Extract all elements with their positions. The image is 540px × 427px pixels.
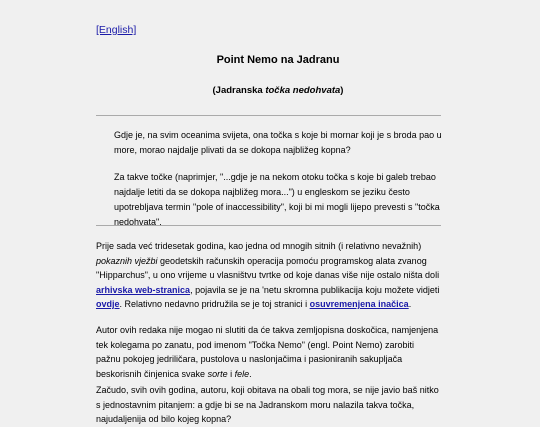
here-link[interactable]: ovdje [96, 299, 120, 309]
updated-version-link[interactable]: osuvremenjena inačica [309, 299, 409, 309]
language-switch [96, 24, 136, 36]
paragraph-author [96, 323, 441, 381]
subtitle-italic: točka nedohvata [265, 85, 341, 96]
divider-bottom [96, 225, 441, 226]
para1-text-1: Prije sada već tridesetak godina, kao jedna od mnogih sitnih (i relativno nevažnih) [96, 241, 422, 251]
para1-text-4: . Relativno nedavno pridružila se je toj stranici i [119, 299, 310, 309]
intro-definition: Za takve točke (naprimjer, "...gdje je na nekom otoku točka s koje bi galeb trebao najdalje letiti da se dokopa najbližeg mora...") u engleskom se jeziku često upotrebljava termin "pole of inaccessibility", koji bi mi mogli lijepo prevesti s "točka nedohvata". [114, 172, 440, 227]
para1-italic: pokaznih vježbi [96, 255, 158, 266]
paragraph-question: Začudo, svih ovih godina, autoru, koji obitava na obali tog mora, se nije javio baš nitko s jednostavnim pitanjem: a gdje bi se na Jadranskom moru nalazila takva točka, najudaljenija od bilo kojeg kopna? [96, 385, 439, 424]
english-link[interactable]: [English] [96, 24, 137, 36]
para2-italic-2: fele [234, 368, 250, 379]
para2-text-3: . [249, 368, 252, 379]
archive-webpage-link[interactable]: arhivska web-stranica [96, 284, 191, 295]
page-title: Point Nemo na Jadranu [216, 54, 340, 66]
subtitle-close: ) [340, 85, 344, 96]
para2-text-2: i [227, 368, 235, 379]
para2-text-1: Autor ovih redaka nije mogao ni slutiti da će takva zemljopisna doskočica, namjenjena tek kolegama po zanatu, pod imenom "Točka Nemo" (engl. Point Nemo) zarobiti pažnu pokojeg jedriličara, pustolova u naslonjačima i pasioniranih sakupljača beskorisnih činjenica svake [96, 325, 439, 379]
para1-text-5: . [408, 299, 412, 309]
intro-question: Gdje je, na svim oceanima svijeta, ona točka s koje bi mornar koji je s broda pao u more, morao najdalje plivati da se dokopa najbližeg kopna? [114, 130, 442, 155]
page-subtitle [96, 85, 460, 96]
divider-top [96, 115, 441, 116]
para2-italic-1: sorte [207, 368, 228, 379]
subtitle-open: (Jadranska [212, 85, 266, 96]
para1-text-3: , pojavila se je na 'netu skromna publikacija koju možete vidjeti [190, 284, 440, 295]
para1-text-2: geodetskih računskih operacija pomoću programskog alata zvanog "Hipparchus", u ono vrijeme u vlasništvu tvrtke od koje danas više nije ostalo ništa doli [96, 255, 440, 280]
paragraph-history [96, 239, 441, 312]
